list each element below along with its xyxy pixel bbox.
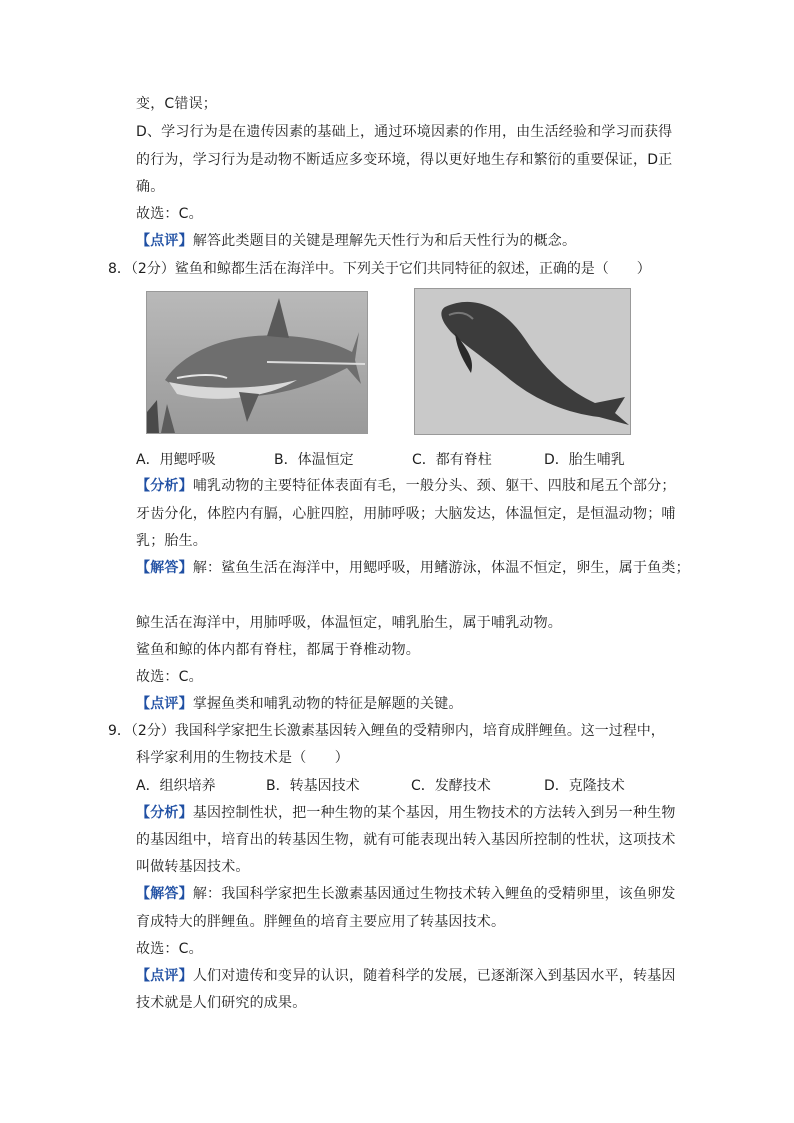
option-d[interactable]: D．克隆技术	[544, 778, 625, 794]
solution-text: 解：我国科学家把生长激素基因通过生物技术转入鲤鱼的受精卵里，该鱼卵发	[192, 886, 676, 902]
q7-option-d-line: D、学习行为是在遗传因素的基础上，通过环境因素的作用，由生活经验和学习而获得	[136, 124, 673, 140]
q9-solution-line: 育成特大的胖鲤鱼。胖鲤鱼的培育主要应用了转基因技术。	[136, 914, 506, 930]
q9-analysis-line: 的基因组中，培育出的转基因生物，就有可能表现出转入基因所控制的性状，这项技术	[136, 832, 676, 848]
analysis-text: 哺乳动物的主要特征体表面有毛，一般分头、颈、躯干、四肢和尾五个部分；	[192, 478, 676, 494]
solution-tag: 【解答】	[136, 886, 193, 902]
q9-comment	[136, 966, 676, 986]
comment-tag: 【点评】	[136, 233, 193, 249]
q8-comment	[136, 694, 463, 714]
comment-tag: 【点评】	[136, 968, 193, 984]
comment-tag: 【点评】	[136, 696, 193, 712]
option-a[interactable]: A．组织培养	[136, 778, 216, 794]
q8-analysis	[136, 476, 676, 496]
option-c[interactable]: C．都有脊柱	[412, 452, 492, 468]
q9-answer: 故选：C。	[136, 941, 203, 957]
q9-options	[136, 776, 696, 796]
q8-solution-line: 鲸生活在海洋中，用肺呼吸，体温恒定，哺乳胎生，属于哺乳动物。	[136, 615, 562, 631]
q8-analysis-line: 牙齿分化，体腔内有膈，心脏四腔，用肺呼吸；大脑发达，体温恒定，是恒温动物；哺	[136, 506, 676, 522]
q8-stem: 8．（2分）鲨鱼和鲸都生活在海洋中。下列关于它们共同特征的叙述，正确的是（ ）	[108, 261, 651, 277]
comment-text: 掌握鱼类和哺乳动物的特征是解题的关键。	[192, 696, 463, 712]
q8-analysis-line: 乳；胎生。	[136, 533, 207, 549]
option-a[interactable]: A．用鳃呼吸	[136, 452, 216, 468]
option-b[interactable]: B．转基因技术	[266, 778, 360, 794]
analysis-tag: 【分析】	[136, 805, 193, 821]
q7-option-d-line: 确。	[136, 179, 165, 195]
comment-text: 人们对遗传和变异的认识，随着科学的发展，已逐渐深入到基因水平，转基因	[192, 968, 676, 984]
analysis-tag: 【分析】	[136, 478, 193, 494]
q7-option-d-line: 的行为，学习行为是动物不断适应多变环境，得以更好地生存和繁衍的重要保证，D正	[136, 152, 673, 168]
analysis-text: 基因控制性状，把一种生物的某个基因，用生物技术的方法转入到另一种生物	[192, 805, 676, 821]
q9-stem-line: 科学家利用的生物技术是（ ）	[136, 750, 349, 766]
option-c[interactable]: C．发酵技术	[411, 778, 491, 794]
solution-text: 解：鲨鱼生活在海洋中，用鳃呼吸，用鳍游泳，体温不恒定，卵生，属于鱼类；	[192, 560, 690, 576]
q9-analysis	[136, 803, 676, 823]
q8-options	[136, 450, 696, 470]
q7-answer: 故选：C。	[136, 206, 203, 222]
q9-solution	[136, 884, 676, 904]
q8-solution-line: 鲨鱼和鲸的体内都有脊柱，都属于脊椎动物。	[136, 642, 420, 658]
q9-stem: 9．（2分）我国科学家把生长激素基因转入鲤鱼的受精卵内，培育成胖鲤鱼。这一过程中，	[108, 723, 665, 739]
q8-solution	[136, 558, 690, 578]
whale-photo	[414, 288, 631, 435]
shark-photo	[146, 291, 368, 434]
q9-comment-line: 技术就是人们研究的成果。	[136, 995, 307, 1011]
q7-text-line: 变，C错误；	[136, 96, 217, 112]
option-b[interactable]: B．体温恒定	[274, 452, 354, 468]
comment-text: 解答此类题目的关键是理解先天性行为和后天性行为的概念。	[192, 233, 577, 249]
q7-comment	[136, 231, 576, 251]
option-d[interactable]: D．胎生哺乳	[544, 452, 625, 468]
q8-answer: 故选：C。	[136, 669, 203, 685]
q9-analysis-line: 叫做转基因技术。	[136, 859, 250, 875]
solution-tag: 【解答】	[136, 560, 193, 576]
